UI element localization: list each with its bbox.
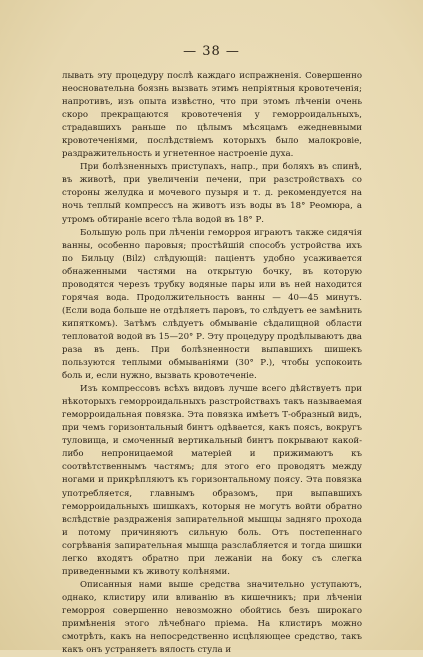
paragraph: Описанныя нами выше средства значительно уступаютъ, однако, клистиру или вливанію въ кишечникъ; при лѣченіи геморроя совершенно невозможно обойтись безъ широкаго примѣненія этого лѣчебнаго пріема. На клистиръ можно смотрѣть, какъ на непосредственно исцѣляющее средство, такъ какъ онъ устраняетъ вялость стула и [62, 579, 362, 656]
page-number: — 38 — [183, 44, 240, 59]
paragraph: лывать эту процедуру послѣ каждаго испражненія. Совершенно неосновательна боязнь вызвать этимъ непріятныя кровотеченія; напротивъ, изъ опыта извѣстно, что при этомъ лѣченіи очень скоро прекращаются кровотеченія у геморроидальныхъ, страдавшихъ раньше по цѣлымъ мѣсяцамъ ежедневными кровотеченіями, послѣдствіемъ которыхъ было малокровіе, раздражительность и угнетенное настроеніе духа. [62, 71, 362, 160]
paragraph: При болѣзненныхъ приступахъ, напр., при боляхъ въ спинѣ, въ животѣ, при увеличеніи печени, при разстройствахъ со стороны желудка и мочевого пузыря и т. д. рекомендуется на ночь теплый компрессъ на животъ изъ воды въ 18° Реомюра, а утромъ обтираніе всего тѣла водой въ 18° Р. [62, 162, 362, 225]
body-text [62, 70, 362, 657]
paragraph: Изъ компрессовъ всѣхъ видовъ лучше всего дѣйствуетъ при нѣкоторыхъ геморроидальныхъ разстройствахъ такъ называемая геморроидальная повязка. Эта повязка имѣетъ Т-образный видъ, при чемъ горизонтальный бинтъ одѣвается, какъ поясъ, вокругъ туловища, и смоченный вертикальный бинтъ покрывают какой-либо непроницаемой матеріей и прижимаютъ къ соотвѣтственнымъ частямъ; для этого его проводятъ между ногами и прикрѣпляютъ къ горизонтальному поясу. Эта повязка употребляется, главнымъ образомъ, при выпавшихъ геморроидальныхъ шишкахъ, которыя не могутъ войти обратно вслѣдствіе раздраженія запирательной мышцы задняго прохода и потому причиняютъ сильную боль. Отъ постепеннаго согрѣванія запирательная мышца разслабляется и тогда шишки легко входятъ обратно при лежаніи на боку съ слегка приведенными къ животу колѣнями. [62, 384, 362, 577]
paragraph: Большую роль при лѣченіи геморроя играютъ также сидячія ванны, особенно паровыя; простѣйшій способъ устройства ихъ по Бильцу (Bilz) слѣдующій: паціентъ удобно усаживается обнаженными частями на открытую бочку, въ которую проводятся черезъ трубку водяные пары или въ ней находится горячая вода. Продолжительность ванны — 40—45 минутъ. (Если вода больше не отдѣляетъ паровъ, то слѣдуетъ ее замѣнить кипяткомъ). Затѣмъ слѣдуетъ обмываніе сѣдалищной области тепловатой водой въ 15—20° Р. Эту процедуру продѣлываютъ два раза въ день. При болѣзненности выпавшихъ шишекъ пользуются теплыми обмываніями (30° Р.), чтобы успокоить боль и, если нужно, вызвать кровотеченіе. [62, 227, 362, 382]
